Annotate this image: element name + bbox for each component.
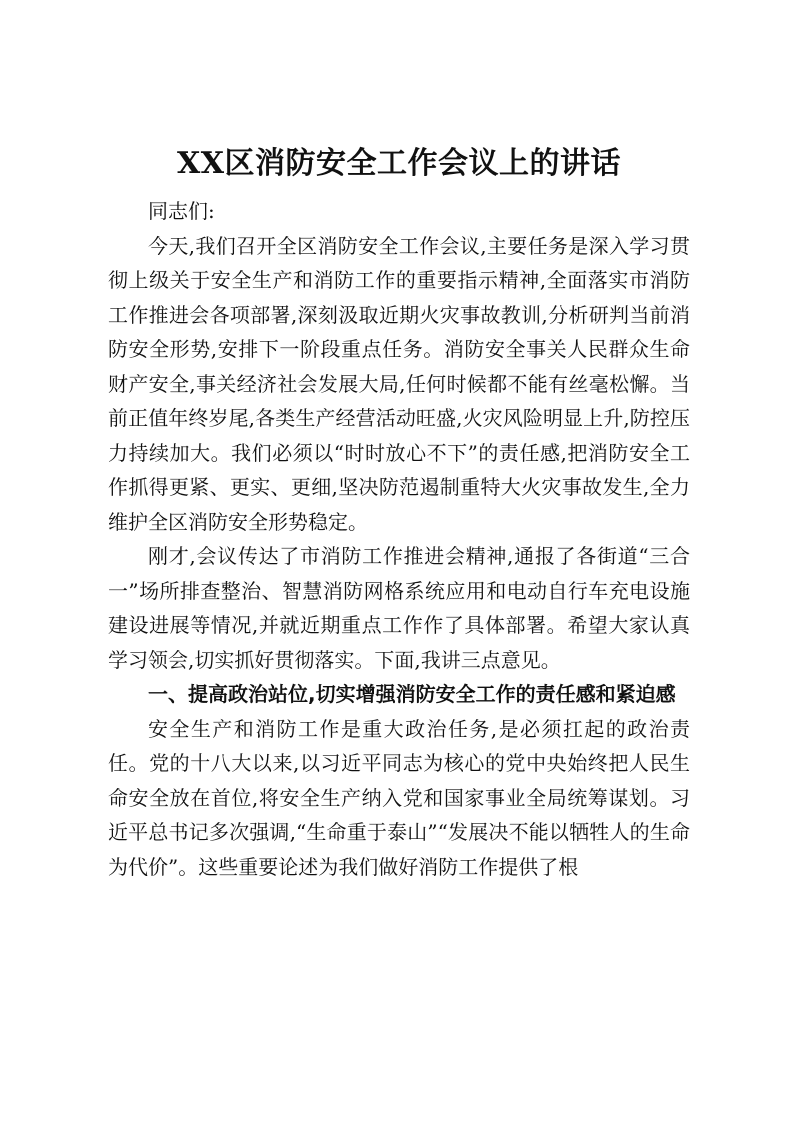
paragraph-intro: 今天,我们召开全区消防安全工作会议,主要任务是深入学习贯彻上级关于安全生产和消防工作的重要指示精神,全面落实市消防工作推进会各项部署,深刻汲取近期火灾事故教训,分析研判当前消防安全形势,安排下一阶段重点任务。消防安全事关人民群众生命财产安全,事关经济社会发展大局,任何时候都不能有丝毫松懈。当前正值年终岁尾,各类生产经营活动旺盛,火灾风险明显上升,防控压力持续加大。我们必须以“时时放心不下”的责任感,把消防安全工作抓得更紧、更实、更细,坚决防范遏制重特大火灾事故发生,全力维护全区消防安全形势稳定。	[108, 233, 690, 534]
section-1-paragraph: 安全生产和消防工作是重大政治任务,是必须扛起的政治责任。党的十八大以来,以习近平同志为核心的党中央始终把人民生命安全放在首位,将安全生产纳入党和国家事业全局统筹谋划。习近平总书记多次强调,“生命重于泰山”“发展决不能以牺牲人的生命为代价”。这些重要论述为我们做好消防工作提供了根	[108, 716, 690, 879]
section-heading-1: 一、提高政治站位,切实增强消防安全工作的责任感和紧迫感	[148, 682, 676, 706]
salutation: 同志们:	[148, 199, 215, 223]
paragraph-meeting-summary: 刚才,会议传达了市消防工作推进会精神,通报了各街道“三合一”场所排查整治、智慧消防网格系统应用和电动自行车充电设施建设进展等情况,并就近期重点工作作了具体部署。希望大家认真学习领会,切实抓好贯彻落实。下面,我讲三点意见。	[108, 544, 690, 672]
document-body	[108, 140, 690, 884]
document-title: XX区消防安全工作会议上的讲话	[176, 146, 622, 181]
